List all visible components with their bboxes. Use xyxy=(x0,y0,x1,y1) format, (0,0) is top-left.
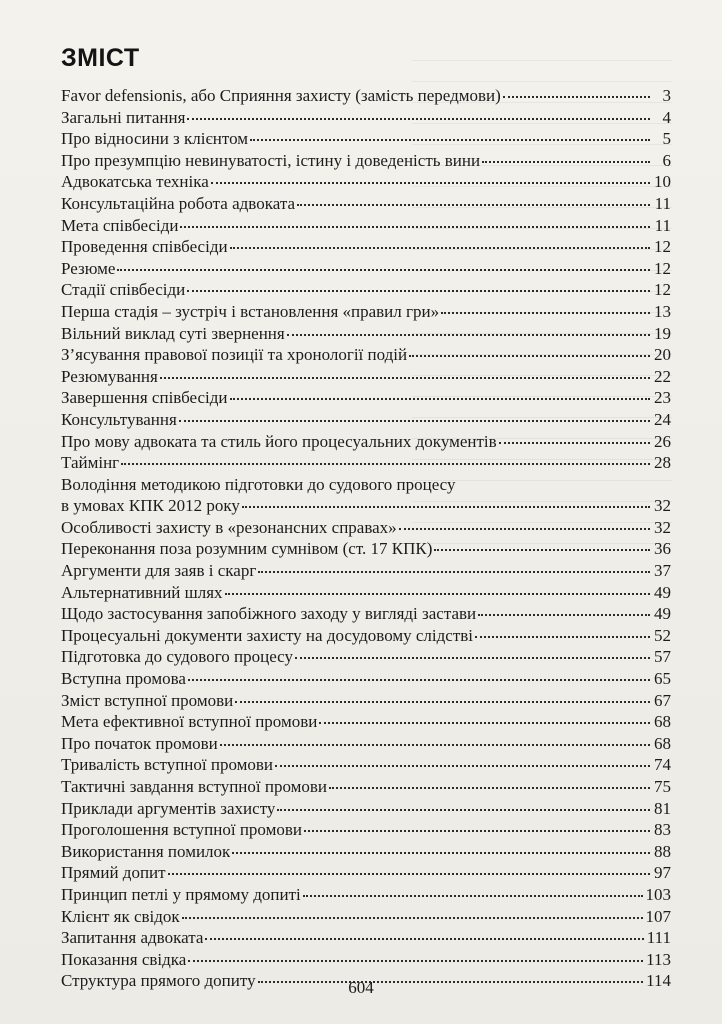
dot-leader xyxy=(295,657,650,659)
toc-entry-row xyxy=(61,301,671,323)
toc-entry-row xyxy=(61,884,671,906)
toc-entry-page: 114 xyxy=(646,971,671,991)
toc-entry xyxy=(61,258,671,280)
dot-leader xyxy=(230,247,650,249)
toc-entry-row xyxy=(61,150,671,172)
toc-entry-row xyxy=(61,841,671,863)
table-of-contents xyxy=(61,85,671,992)
toc-entry-page: 107 xyxy=(645,906,671,926)
toc-entry-title: Тактичні завдання вступної промови xyxy=(61,777,328,796)
toc-entry-page: 12 xyxy=(654,237,671,257)
toc-entry-title: Переконання поза розумним сумнівом (ст. 17 КПК) xyxy=(61,539,433,559)
dot-leader xyxy=(180,226,650,228)
toc-entry-page: 6 xyxy=(662,150,671,170)
toc-entry-title: Володіння методикою підготовки до судового процесу xyxy=(61,474,456,494)
toc-entry xyxy=(61,107,671,129)
toc-entry-title: Тривалість вступної промови xyxy=(61,755,274,775)
dot-leader xyxy=(232,852,650,854)
toc-entry xyxy=(61,625,671,647)
toc-entry-row xyxy=(61,538,671,560)
toc-entry-row xyxy=(61,517,671,539)
toc-entry-title: Особливості захисту в «резонансних справах» xyxy=(61,517,397,537)
toc-entry xyxy=(61,431,671,453)
dot-leader xyxy=(475,636,650,638)
toc-entry xyxy=(61,733,671,755)
toc-entry-row xyxy=(61,711,671,733)
toc-entry-page: 12 xyxy=(654,280,671,300)
toc-entry-page: 4 xyxy=(662,107,671,127)
toc-entry-row xyxy=(61,819,671,841)
dot-leader xyxy=(187,290,650,292)
toc-entry-row xyxy=(61,452,671,474)
toc-entry xyxy=(61,560,671,582)
toc-entry-page: 11 xyxy=(654,215,671,235)
toc-entry-title: Підготовка до судового процесу xyxy=(61,647,293,667)
toc-entry xyxy=(61,344,671,366)
dot-leader xyxy=(205,938,643,940)
toc-entry xyxy=(61,690,671,712)
toc-entry-title: Загальні питання xyxy=(61,107,186,127)
toc-entry-page: 5 xyxy=(662,129,671,149)
toc-entry xyxy=(61,906,671,928)
dot-leader xyxy=(277,809,650,811)
dot-leader xyxy=(319,722,650,724)
toc-entry xyxy=(61,538,671,560)
toc-entry xyxy=(61,603,671,625)
toc-entry-row xyxy=(61,215,671,237)
toc-entry xyxy=(61,862,671,884)
toc-entry xyxy=(61,409,671,431)
toc-entry-row xyxy=(61,366,671,388)
toc-entry-row xyxy=(61,193,671,215)
dot-leader xyxy=(297,204,650,206)
toc-entry-row xyxy=(61,690,671,712)
toc-entry-title: Резюме xyxy=(61,258,116,278)
toc-entry-row xyxy=(61,798,671,820)
toc-entry-page: 49 xyxy=(654,582,671,602)
dot-leader xyxy=(303,895,643,897)
dot-leader xyxy=(304,830,650,832)
toc-entry-page: 3 xyxy=(662,86,671,105)
dot-leader xyxy=(258,571,650,573)
toc-entry-page: 26 xyxy=(654,431,671,451)
toc-entry xyxy=(61,366,671,388)
toc-entry-row xyxy=(61,862,671,884)
dot-leader xyxy=(225,593,650,595)
dot-leader xyxy=(250,139,650,141)
toc-entry-row xyxy=(61,906,671,928)
dot-leader xyxy=(188,960,643,962)
toc-entry-page: 23 xyxy=(654,388,671,408)
toc-heading: ЗМІСТ xyxy=(61,44,140,72)
dot-leader xyxy=(434,549,650,551)
dot-leader xyxy=(168,873,650,875)
toc-entry-page: 57 xyxy=(654,647,671,667)
toc-entry-title: Зміст вступної промови xyxy=(61,690,234,710)
toc-entry-row xyxy=(61,236,671,258)
toc-entry-page: 11 xyxy=(654,193,671,213)
toc-entry xyxy=(61,754,671,776)
toc-entry-row xyxy=(61,495,671,517)
toc-entry-page: 28 xyxy=(654,453,671,473)
toc-entry-page: 65 xyxy=(654,669,671,689)
toc-entry xyxy=(61,171,671,193)
dot-leader xyxy=(409,355,650,357)
toc-entry xyxy=(61,646,671,668)
toc-entry-page: 36 xyxy=(654,539,671,559)
toc-entry xyxy=(61,150,671,172)
toc-entry-row xyxy=(61,128,671,150)
toc-entry xyxy=(61,128,671,150)
toc-entry-page: 37 xyxy=(654,561,671,581)
dot-leader xyxy=(160,377,650,379)
toc-entry-title: Про презумпцію невинуватості, істину і доведеність вини xyxy=(61,150,481,170)
dot-leader xyxy=(499,442,650,444)
toc-entry-page: 22 xyxy=(654,366,671,386)
toc-entry-title: Приклади аргументів захисту xyxy=(61,798,276,818)
dot-leader xyxy=(117,269,650,271)
toc-entry-row xyxy=(61,927,671,949)
dot-leader xyxy=(220,744,650,746)
toc-entry xyxy=(61,215,671,237)
toc-entry-page: 97 xyxy=(654,863,671,883)
toc-entry-row xyxy=(61,258,671,280)
toc-entry-page: 68 xyxy=(654,733,671,753)
dot-leader xyxy=(287,334,650,336)
toc-entry-title: Про мову адвоката та стиль його процесуальних документів xyxy=(61,431,497,451)
toc-entry xyxy=(61,582,671,604)
toc-entry-page: 49 xyxy=(654,604,671,624)
toc-entry-page: 24 xyxy=(654,409,671,429)
toc-entry xyxy=(61,387,671,409)
toc-entry-title: Мета співбесіди xyxy=(61,215,179,235)
toc-entry xyxy=(61,474,671,517)
toc-entry xyxy=(61,452,671,474)
toc-entry-row xyxy=(61,603,671,625)
dot-leader xyxy=(230,398,650,400)
toc-entry-page: 10 xyxy=(654,172,671,192)
toc-entry-title: Альтернативний шлях xyxy=(61,582,223,602)
toc-entry-row xyxy=(61,625,671,647)
dot-leader xyxy=(441,312,650,314)
toc-entry-page: 20 xyxy=(654,345,671,365)
dot-leader xyxy=(503,96,650,98)
dot-leader xyxy=(275,765,650,767)
toc-entry xyxy=(61,841,671,863)
toc-entry-row xyxy=(61,733,671,755)
toc-entry-title: Клієнт як свідок xyxy=(61,906,180,926)
toc-entry-title: Прямий допит xyxy=(61,863,166,883)
toc-entry-title: Favor defensionis, або Сприяння захисту (замість передмови) xyxy=(61,86,501,105)
toc-entry-row xyxy=(61,323,671,345)
toc-entry-page: 32 xyxy=(654,496,671,516)
toc-entry-row xyxy=(61,776,671,798)
toc-entry-row xyxy=(61,431,671,453)
toc-entry xyxy=(61,301,671,323)
toc-entry-row xyxy=(61,171,671,193)
toc-entry-row xyxy=(61,85,671,107)
toc-entry-page: 111 xyxy=(646,928,671,948)
toc-entry-title: Про початок промови xyxy=(61,733,218,753)
toc-entry-title: Проголошення вступної промови xyxy=(61,820,302,840)
toc-entry-title: Використання помилок xyxy=(61,841,231,861)
toc-entry xyxy=(61,236,671,258)
dot-leader xyxy=(187,118,650,120)
toc-entry-page: 67 xyxy=(654,690,671,710)
dot-leader xyxy=(478,614,650,616)
toc-entry-title: Перша стадія – зустріч і встановлення «правил гри» xyxy=(61,301,440,321)
toc-entry xyxy=(61,927,671,949)
toc-entry-title: Щодо застосування запобіжного заходу у вигляді застави xyxy=(61,604,477,624)
toc-entry xyxy=(61,949,671,971)
toc-entry-row xyxy=(61,107,671,129)
toc-entry-page: 113 xyxy=(646,949,671,969)
toc-entry xyxy=(61,517,671,539)
toc-entry-page: 74 xyxy=(654,755,671,775)
toc-entry-page: 19 xyxy=(654,323,671,343)
toc-entry-title: Структура прямого допиту xyxy=(61,971,256,991)
toc-entry-page: 75 xyxy=(654,777,671,796)
toc-entry xyxy=(61,279,671,301)
toc-entry xyxy=(61,711,671,733)
toc-entry-title: Процесуальні документи захисту на досудовому слідстві xyxy=(61,625,474,645)
dot-leader xyxy=(121,463,650,465)
toc-entry-title: Показання свідка xyxy=(61,949,187,969)
toc-entry-title: Стадії співбесіди xyxy=(61,280,186,300)
toc-entry-title: Адвокатська техніка xyxy=(61,172,209,192)
toc-entry-row xyxy=(61,387,671,409)
toc-entry-page: 88 xyxy=(654,841,671,861)
toc-entry-title: З’ясування правової позиції та хронології подій xyxy=(61,345,408,365)
toc-entry-title: Мета ефективної вступної промови xyxy=(61,712,318,732)
dot-leader xyxy=(482,161,650,163)
toc-entry-page: 52 xyxy=(654,625,671,645)
toc-entry-row xyxy=(61,279,671,301)
toc-entry xyxy=(61,776,671,798)
toc-entry-title: Консультування xyxy=(61,409,177,429)
toc-entry xyxy=(61,798,671,820)
toc-entry-page: 32 xyxy=(654,517,671,537)
toc-entry-title-continued: в умовах КПК 2012 року xyxy=(61,496,240,516)
toc-entry-page: 81 xyxy=(654,798,671,818)
dot-leader xyxy=(329,787,650,789)
toc-entry-row xyxy=(61,754,671,776)
dot-leader xyxy=(211,182,650,184)
toc-entry-row xyxy=(61,582,671,604)
toc-entry-row xyxy=(61,560,671,582)
toc-entry-title: Аргументи для заяв і скарг xyxy=(61,561,257,581)
toc-entry-title: Вільний виклад суті звернення xyxy=(61,323,285,343)
dot-leader xyxy=(399,528,650,530)
toc-entry xyxy=(61,85,671,107)
toc-entry-page: 103 xyxy=(645,884,671,904)
toc-entry-row xyxy=(61,646,671,668)
toc-entry xyxy=(61,193,671,215)
toc-entry xyxy=(61,884,671,906)
toc-entry-row xyxy=(61,949,671,971)
dot-leader xyxy=(182,917,643,919)
toc-entry xyxy=(61,323,671,345)
toc-entry xyxy=(61,819,671,841)
toc-entry-row xyxy=(61,668,671,690)
toc-entry-page: 83 xyxy=(654,820,671,840)
dot-leader xyxy=(188,679,650,681)
toc-entry-page: 13 xyxy=(654,301,671,321)
toc-entry-title: Про відносини з клієнтом xyxy=(61,129,248,149)
toc-entry-row xyxy=(61,344,671,366)
dot-leader xyxy=(242,506,650,508)
toc-entry-title: Запитання адвоката xyxy=(61,928,204,948)
toc-entry-title: Завершення співбесіди xyxy=(61,388,228,408)
toc-entry-page: 68 xyxy=(654,712,671,732)
toc-entry-page: 12 xyxy=(654,258,671,278)
page-number: 604 xyxy=(348,978,374,997)
dot-leader xyxy=(179,420,650,422)
toc-entry-title: Проведення співбесіди xyxy=(61,237,228,257)
toc-entry-title: Вступна промова xyxy=(61,669,186,689)
toc-entry xyxy=(61,668,671,690)
toc-entry-title: Принцип петлі у прямому допиті xyxy=(61,884,301,904)
toc-entry-title: Консультаційна робота адвоката xyxy=(61,193,295,213)
toc-entry-row xyxy=(61,409,671,431)
toc-entry-title: Таймінг xyxy=(61,453,120,473)
dot-leader xyxy=(235,701,650,703)
toc-entry-title: Резюмування xyxy=(61,366,158,386)
